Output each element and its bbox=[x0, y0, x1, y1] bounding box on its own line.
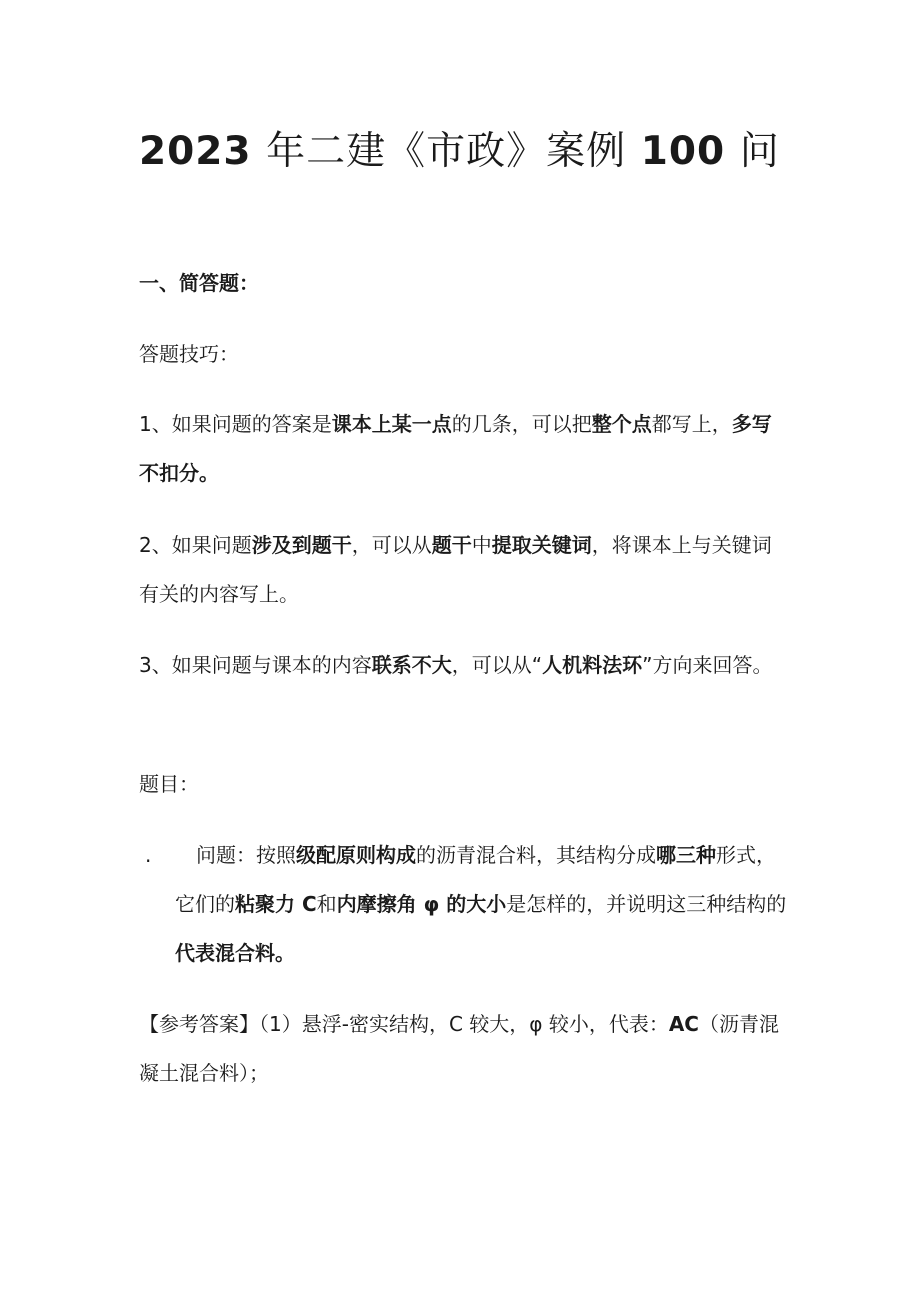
title-num: 100 bbox=[640, 129, 726, 174]
tip1-text-1: 1、如果问题的答案是 bbox=[139, 412, 332, 436]
title-year: 2023 bbox=[139, 129, 252, 174]
q-bold-3: 粘聚力 C bbox=[235, 892, 317, 916]
tip3-text-3: ”方向来回答。 bbox=[642, 653, 773, 677]
tip2-text-4: ，将课本上与关键词有关的内容写上。 bbox=[139, 533, 772, 606]
answer-text-2: （沥青混凝土混合料）； bbox=[139, 1012, 779, 1085]
document-title bbox=[139, 126, 839, 178]
title-mid: 年二建《市政》案例 bbox=[266, 129, 627, 174]
tip3-bold-1: 联系不大 bbox=[371, 653, 452, 677]
q-bold-2: 哪三种 bbox=[656, 843, 716, 867]
tips-label: 答题技巧： bbox=[139, 342, 239, 366]
tip2-text-1: 2、如果问题 bbox=[139, 533, 252, 557]
q-bold-1: 级配原则构成 bbox=[296, 843, 416, 867]
tip2-bold-1: 涉及到题干 bbox=[251, 533, 352, 557]
tip2-text-3: 中 bbox=[471, 533, 492, 557]
q-text-2: 的沥青混合料，其结构分成 bbox=[416, 843, 656, 867]
list-bullet: . bbox=[145, 843, 152, 867]
title-end: 问 bbox=[739, 129, 780, 174]
tip3-bold-2: 人机料法环 bbox=[542, 653, 643, 677]
question-item bbox=[139, 831, 789, 978]
reference-answer bbox=[139, 1000, 784, 1098]
tip1-text-2: 的几条，可以把 bbox=[451, 412, 592, 436]
tip2-bold-2: 题干 bbox=[431, 533, 472, 557]
question-text bbox=[139, 831, 789, 978]
tip3-text-1: 3、如果问题与课本的内容 bbox=[139, 653, 372, 677]
section-heading: 一、简答题： bbox=[139, 271, 259, 295]
tip1-bold-1: 课本上某一点 bbox=[331, 412, 452, 436]
q-bold-5: 代表混合料。 bbox=[175, 941, 295, 965]
tip-paragraph-2 bbox=[139, 521, 784, 619]
q-text-5: 是怎样的，并说明这三种结构的 bbox=[506, 892, 787, 916]
answer-text-1: 【参考答案】（1）悬浮-密实结构，C 较大，φ 较小，代表： bbox=[139, 1012, 669, 1036]
topics-label: 题目： bbox=[139, 772, 199, 796]
tip2-text-2: ，可以从 bbox=[351, 533, 432, 557]
q-bold-4: 内摩擦角 φ 的大小 bbox=[336, 892, 507, 916]
tip2-bold-3: 提取关键词 bbox=[491, 533, 592, 557]
q-text-3: 形式，它们的 bbox=[175, 843, 776, 916]
tip3-text-2: ，可以从“ bbox=[451, 653, 543, 677]
tip1-text-3: 都写上， bbox=[651, 412, 732, 436]
q-text-1: 问题：按照 bbox=[196, 843, 296, 867]
tip1-bold-2: 整个点 bbox=[591, 412, 652, 436]
tip-paragraph-1 bbox=[139, 400, 784, 498]
tip1-bold-3: 多写不扣分。 bbox=[139, 412, 772, 485]
tip-paragraph-3 bbox=[139, 641, 784, 690]
q-text-4: 和 bbox=[316, 892, 337, 916]
answer-bold-1: AC bbox=[668, 1012, 699, 1036]
